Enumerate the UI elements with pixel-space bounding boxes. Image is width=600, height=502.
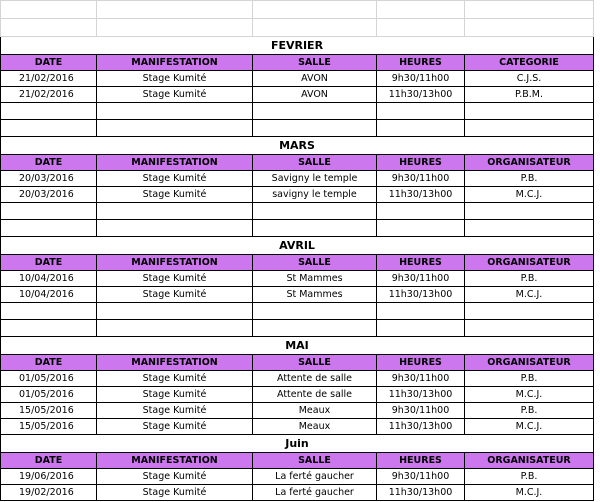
empty-cell[interactable] xyxy=(1,220,97,237)
month-header-juin xyxy=(1,435,594,453)
salle-cell[interactable]: Attente de salle xyxy=(253,387,377,403)
empty-cell[interactable] xyxy=(1,120,97,137)
salle-cell[interactable]: La ferté gaucher xyxy=(253,485,377,501)
organisateur-cell[interactable]: M.C.J. xyxy=(465,187,594,203)
salle-cell[interactable]: St Mammes xyxy=(253,271,377,287)
month-title[interactable]: AVRIL xyxy=(1,237,594,255)
heures-cell[interactable]: 9h30/11h00 xyxy=(377,469,465,485)
date-cell[interactable]: 21/02/2016 xyxy=(1,87,97,103)
empty-cell[interactable] xyxy=(377,220,465,237)
column-header-manifestation[interactable]: MANIFESTATION xyxy=(97,55,253,71)
empty-row xyxy=(1,320,594,337)
date-cell[interactable]: 01/05/2016 xyxy=(1,371,97,387)
month-title[interactable]: MAI xyxy=(1,337,594,355)
sheet-cell[interactable] xyxy=(377,1,465,19)
column-header-salle[interactable]: SALLE xyxy=(253,255,377,271)
manifestation-cell[interactable]: Stage Kumité xyxy=(97,87,253,103)
table-row xyxy=(1,71,594,87)
empty-cell[interactable] xyxy=(377,320,465,337)
column-header-date[interactable]: DATE xyxy=(1,55,97,71)
month-title[interactable]: FEVRIER xyxy=(1,37,594,55)
empty-cell[interactable] xyxy=(465,120,594,137)
heures-cell[interactable]: 11h30/13h00 xyxy=(377,387,465,403)
month-title[interactable]: MARS xyxy=(1,137,594,155)
empty-row xyxy=(1,220,594,237)
date-cell[interactable]: 19/06/2016 xyxy=(1,469,97,485)
month-header-mai xyxy=(1,337,594,355)
date-cell[interactable]: 01/05/2016 xyxy=(1,387,97,403)
column-header-organisateur[interactable]: ORGANISATEUR xyxy=(465,453,594,469)
organisateur-cell[interactable]: M.C.J. xyxy=(465,485,594,501)
column-header-salle[interactable]: SALLE xyxy=(253,355,377,371)
column-header-heures[interactable]: HEURES xyxy=(377,55,465,71)
column-header-salle[interactable]: SALLE xyxy=(253,155,377,171)
table-row xyxy=(1,171,594,187)
salle-cell[interactable]: Meaux xyxy=(253,403,377,419)
empty-row xyxy=(1,303,594,320)
date-cell[interactable]: 10/04/2016 xyxy=(1,287,97,303)
column-header-row xyxy=(1,155,594,171)
manifestation-cell[interactable]: Stage Kumité xyxy=(97,287,253,303)
column-header-categorie[interactable]: CATEGORIE xyxy=(465,55,594,71)
empty-cell[interactable] xyxy=(253,220,377,237)
table-row xyxy=(1,419,594,435)
table-row xyxy=(1,469,594,485)
heures-cell[interactable]: 11h30/13h00 xyxy=(377,87,465,103)
salle-cell[interactable]: AVON xyxy=(253,71,377,87)
sheet-cell[interactable] xyxy=(253,1,377,19)
empty-cell[interactable] xyxy=(465,220,594,237)
empty-cell[interactable] xyxy=(97,103,253,120)
date-cell[interactable]: 21/02/2016 xyxy=(1,71,97,87)
column-header-date[interactable]: DATE xyxy=(1,155,97,171)
column-header-row xyxy=(1,255,594,271)
heures-cell[interactable]: 11h30/13h00 xyxy=(377,287,465,303)
sheet-cell[interactable] xyxy=(97,19,253,37)
empty-row xyxy=(1,120,594,137)
empty-cell[interactable] xyxy=(1,203,97,220)
column-header-heures[interactable]: HEURES xyxy=(377,453,465,469)
salle-cell[interactable]: Savigny le temple xyxy=(253,171,377,187)
empty-cell[interactable] xyxy=(377,120,465,137)
organisateur-cell[interactable]: P.B. xyxy=(465,403,594,419)
sheet-cell[interactable] xyxy=(465,19,594,37)
empty-cell[interactable] xyxy=(377,303,465,320)
empty-cell[interactable] xyxy=(97,303,253,320)
column-header-row xyxy=(1,55,594,71)
sheet-cell[interactable] xyxy=(1,19,97,37)
table-row xyxy=(1,87,594,103)
column-header-date[interactable]: DATE xyxy=(1,453,97,469)
categorie-cell[interactable]: P.B.M. xyxy=(465,87,594,103)
organisateur-cell[interactable]: P.B. xyxy=(465,271,594,287)
salle-cell[interactable]: St Mammes xyxy=(253,287,377,303)
salle-cell[interactable]: Meaux xyxy=(253,419,377,435)
column-header-manifestation[interactable]: MANIFESTATION xyxy=(97,355,253,371)
manifestation-cell[interactable]: Stage Kumité xyxy=(97,271,253,287)
month-title[interactable]: Juin xyxy=(1,435,594,453)
empty-cell[interactable] xyxy=(253,320,377,337)
column-header-organisateur[interactable]: ORGANISATEUR xyxy=(465,355,594,371)
sheet-cell[interactable] xyxy=(253,19,377,37)
heures-cell[interactable]: 9h30/11h00 xyxy=(377,271,465,287)
heures-cell[interactable]: 9h30/11h00 xyxy=(377,171,465,187)
salle-cell[interactable]: La ferté gaucher xyxy=(253,469,377,485)
sheet-empty-row xyxy=(1,1,594,19)
date-cell[interactable]: 15/05/2016 xyxy=(1,419,97,435)
column-header-salle[interactable]: SALLE xyxy=(253,55,377,71)
table-row xyxy=(1,387,594,403)
table-row xyxy=(1,485,594,501)
table-row xyxy=(1,187,594,203)
column-header-salle[interactable]: SALLE xyxy=(253,453,377,469)
column-header-date[interactable]: DATE xyxy=(1,355,97,371)
organisateur-cell[interactable]: M.C.J. xyxy=(465,287,594,303)
column-header-organisateur[interactable]: ORGANISATEUR xyxy=(465,155,594,171)
column-header-row xyxy=(1,453,594,469)
empty-cell[interactable] xyxy=(1,303,97,320)
organisateur-cell[interactable]: P.B. xyxy=(465,171,594,187)
empty-cell[interactable] xyxy=(97,120,253,137)
table-row xyxy=(1,371,594,387)
date-cell[interactable]: 15/05/2016 xyxy=(1,403,97,419)
salle-cell[interactable]: AVON xyxy=(253,87,377,103)
empty-cell[interactable] xyxy=(1,103,97,120)
manifestation-cell[interactable]: Stage Kumité xyxy=(97,403,253,419)
sheet-cell[interactable] xyxy=(97,1,253,19)
column-header-organisateur[interactable]: ORGANISATEUR xyxy=(465,255,594,271)
empty-cell[interactable] xyxy=(253,120,377,137)
column-header-date[interactable]: DATE xyxy=(1,255,97,271)
organisateur-cell[interactable]: M.C.J. xyxy=(465,419,594,435)
salle-cell[interactable]: savigny le temple xyxy=(253,187,377,203)
column-header-heures[interactable]: HEURES xyxy=(377,155,465,171)
manifestation-cell[interactable]: Stage Kumité xyxy=(97,387,253,403)
sheet-cell[interactable] xyxy=(377,19,465,37)
empty-cell[interactable] xyxy=(377,203,465,220)
column-header-heures[interactable]: HEURES xyxy=(377,255,465,271)
empty-cell[interactable] xyxy=(253,303,377,320)
manifestation-cell[interactable]: Stage Kumité xyxy=(97,485,253,501)
empty-cell[interactable] xyxy=(1,320,97,337)
categorie-cell[interactable]: C.J.S. xyxy=(465,71,594,87)
date-cell[interactable]: 10/04/2016 xyxy=(1,271,97,287)
date-cell[interactable]: 19/02/2016 xyxy=(1,485,97,501)
empty-cell[interactable] xyxy=(97,320,253,337)
empty-cell[interactable] xyxy=(97,203,253,220)
heures-cell[interactable]: 11h30/13h00 xyxy=(377,419,465,435)
organisateur-cell[interactable]: P.B. xyxy=(465,469,594,485)
heures-cell[interactable]: 9h30/11h00 xyxy=(377,403,465,419)
empty-cell[interactable] xyxy=(465,103,594,120)
column-header-manifestation[interactable]: MANIFESTATION xyxy=(97,155,253,171)
column-header-manifestation[interactable]: MANIFESTATION xyxy=(97,255,253,271)
empty-row xyxy=(1,203,594,220)
sheet-cell[interactable] xyxy=(465,1,594,19)
salle-cell[interactable]: Attente de salle xyxy=(253,371,377,387)
manifestation-cell[interactable]: Stage Kumité xyxy=(97,187,253,203)
month-header-fevrier xyxy=(1,37,594,55)
manifestation-cell[interactable]: Stage Kumité xyxy=(97,469,253,485)
table-row xyxy=(1,271,594,287)
manifestation-cell[interactable]: Stage Kumité xyxy=(97,371,253,387)
column-header-manifestation[interactable]: MANIFESTATION xyxy=(97,453,253,469)
table-row xyxy=(1,287,594,303)
empty-cell[interactable] xyxy=(253,203,377,220)
organisateur-cell[interactable]: P.B. xyxy=(465,371,594,387)
manifestation-cell[interactable]: Stage Kumité xyxy=(97,171,253,187)
heures-cell[interactable]: 11h30/13h00 xyxy=(377,485,465,501)
empty-cell[interactable] xyxy=(465,320,594,337)
date-cell[interactable]: 20/03/2016 xyxy=(1,171,97,187)
heures-cell[interactable]: 9h30/11h00 xyxy=(377,371,465,387)
empty-cell[interactable] xyxy=(253,103,377,120)
empty-cell[interactable] xyxy=(465,303,594,320)
empty-cell[interactable] xyxy=(465,203,594,220)
manifestation-cell[interactable]: Stage Kumité xyxy=(97,71,253,87)
empty-cell[interactable] xyxy=(97,220,253,237)
column-header-heures[interactable]: HEURES xyxy=(377,355,465,371)
month-header-mars xyxy=(1,137,594,155)
month-header-avril xyxy=(1,237,594,255)
sheet-empty-row xyxy=(1,19,594,37)
empty-cell[interactable] xyxy=(377,103,465,120)
manifestation-cell[interactable]: Stage Kumité xyxy=(97,419,253,435)
date-cell[interactable]: 20/03/2016 xyxy=(1,187,97,203)
empty-row xyxy=(1,103,594,120)
table-row xyxy=(1,403,594,419)
organisateur-cell[interactable]: M.C.J. xyxy=(465,387,594,403)
heures-cell[interactable]: 11h30/13h00 xyxy=(377,187,465,203)
sheet-cell[interactable] xyxy=(1,1,97,19)
heures-cell[interactable]: 9h30/11h00 xyxy=(377,71,465,87)
column-header-row xyxy=(1,355,594,371)
